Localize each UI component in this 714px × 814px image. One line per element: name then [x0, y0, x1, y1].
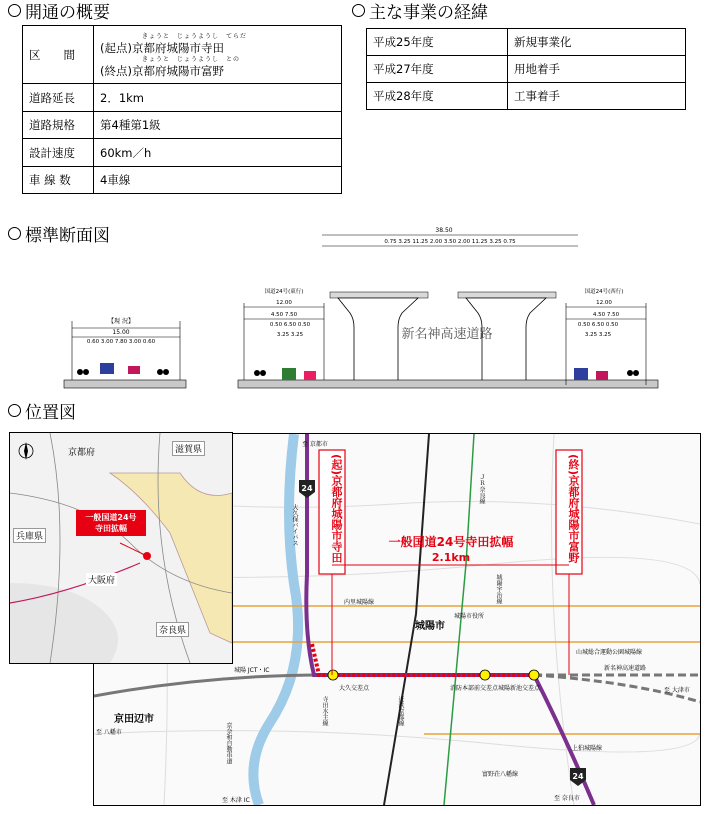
bus-icon — [100, 363, 114, 374]
svg-text:消防本部前交差点: 消防本部前交差点 — [450, 685, 499, 692]
svg-text:国道24号(東行): 国道24号(東行) — [264, 289, 304, 295]
svg-text:0.75 3.25 11.25 2.00 3.50 2.: 0.75 3.25 11.25 2.00 3.50 2.00 11.25 3.25 0.75 — [384, 239, 516, 245]
overview-value-lanes: 4車線 — [94, 167, 342, 194]
car-icon — [596, 371, 608, 380]
overview-value-standard: 第4種第1級 — [94, 112, 342, 139]
svg-text:城陽市役所: 城陽市役所 — [454, 613, 485, 620]
overview-value-speed: 60km／h — [94, 139, 342, 167]
intersection-icon — [529, 670, 539, 680]
start-label: (起)京都府城陽市寺田 — [330, 454, 343, 564]
car-icon — [304, 371, 316, 380]
svg-text:山城総合運動公園城陽線: 山城総合運動公園城陽線 — [576, 649, 643, 656]
joyo-uji-label: 城陽宇治線 — [495, 574, 502, 604]
overview-label-length: 道路延長 — [23, 84, 94, 112]
current-road-section — [64, 317, 186, 388]
inset-map — [9, 432, 233, 664]
viaduct-label: 新名神高速道路 — [401, 327, 493, 342]
svg-text:3.25 3.25: 3.25 3.25 — [584, 332, 612, 338]
overview-label-standard: 道路規格 — [23, 112, 94, 139]
current-dims: 0.60 3.00 7.80 3.00 0.60 — [86, 339, 156, 345]
city-kyotanabe: 京田辺市 — [114, 714, 154, 725]
svg-text:至 大津市: 至 大津市 — [664, 687, 690, 694]
history-year: 平成25年度 — [367, 29, 508, 56]
overview-value-section: きょうと じょうようし てらだ (起点)京都府城陽市寺田 きょうと じょうようし との (終点)京都府城陽市富野 — [94, 26, 342, 84]
prefecture-osaka: 大阪府 — [86, 573, 117, 586]
prefecture-kyoto: 京都府 — [68, 448, 96, 458]
inset-callout: 一般国道24号 寺田拡幅 — [76, 510, 146, 536]
prefecture-hyogo: 兵庫県 — [13, 528, 46, 543]
svg-text:24: 24 — [301, 484, 313, 493]
circle-bullet-icon — [8, 404, 21, 417]
current-width: 15.00 — [112, 329, 130, 336]
inset-map-svg — [10, 433, 232, 663]
overview-label-lanes: 車 線 数 — [23, 167, 94, 194]
overview-label-speed: 設計速度 — [23, 139, 94, 167]
history-table — [366, 28, 686, 110]
svg-text:新名神高速道路: 新名神高速道路 — [604, 665, 647, 672]
svg-text:富野荘八幡線: 富野荘八幡線 — [482, 771, 519, 778]
svg-text:至 奈良市: 至 奈良市 — [554, 795, 580, 802]
svg-text:至 木津 IC: 至 木津 IC — [222, 797, 250, 804]
svg-text:3.25 3.25: 3.25 3.25 — [276, 332, 304, 338]
history-year: 平成28年度 — [367, 83, 508, 110]
terada-suishu-label: 寺田水主線 — [321, 696, 328, 726]
cross-section-heading: 標準断面図 — [8, 226, 110, 246]
okubo-bypass-label: 大久保バイパス — [291, 504, 298, 546]
prefecture-nara: 奈良県 — [156, 622, 189, 637]
svg-text:4.50 7.50: 4.50 7.50 — [592, 312, 620, 318]
svg-text:至 京都市: 至 京都市 — [302, 441, 328, 448]
history-heading: 主な事業の経緯 — [352, 3, 488, 23]
kintetsu-label: 近鉄京都線 — [397, 696, 404, 726]
project-title: 一般国道24号寺田拡幅 — [388, 535, 514, 549]
jr-nara-label: ＪＲ奈良線 — [478, 474, 485, 504]
svg-text:城陽 JCT・IC: 城陽 JCT・IC — [234, 667, 270, 674]
svg-text:0.50 6.50 0.50: 0.50 6.50 0.50 — [269, 322, 311, 328]
svg-text:大久交差点: 大久交差点 — [339, 685, 370, 692]
history-event: 工事着手 — [508, 83, 686, 110]
intersection-icon — [480, 670, 490, 680]
svg-text:4.50 7.50: 4.50 7.50 — [270, 312, 298, 318]
keina-label: 京奈和自動車道 — [225, 722, 232, 764]
city-joyo: 城陽市 — [415, 621, 445, 632]
bus-icon — [574, 368, 588, 380]
overview-table — [22, 25, 342, 194]
project-length: 2.1km — [431, 551, 471, 564]
svg-text:38.50: 38.50 — [435, 227, 453, 234]
svg-text:城陽新池交差点: 城陽新池交差点 — [498, 685, 541, 692]
overview-heading: 開通の概要 — [8, 3, 110, 23]
svg-text:国道24号(西行): 国道24号(西行) — [584, 289, 624, 295]
svg-text:12.00: 12.00 — [596, 300, 612, 306]
bus-icon — [282, 368, 296, 380]
history-event: 用地着手 — [508, 56, 686, 83]
svg-text:至 八幡市: 至 八幡市 — [96, 729, 122, 736]
viaduct-section — [238, 227, 658, 388]
history-event: 新規事業化 — [508, 29, 686, 56]
circle-bullet-icon — [8, 4, 21, 17]
location-heading: 位置図 — [8, 403, 76, 423]
end-label: (終)京都府城陽市富野 — [567, 454, 580, 564]
svg-text:12.00: 12.00 — [276, 300, 292, 306]
svg-text:0.50 6.50 0.50: 0.50 6.50 0.50 — [577, 322, 619, 328]
overview-value-length: 2．1km — [94, 84, 342, 112]
svg-text:24: 24 — [572, 772, 584, 781]
cross-section-diagram — [0, 215, 714, 395]
svg-text:上狛城陽線: 上狛城陽線 — [572, 745, 603, 752]
history-year: 平成27年度 — [367, 56, 508, 83]
overview-label-section: 区 間 — [23, 26, 94, 84]
current-label: 【現 況】 — [108, 318, 134, 325]
prefecture-shiga: 滋賀県 — [172, 441, 205, 456]
intersection-icon — [328, 670, 338, 680]
car-icon — [128, 366, 140, 374]
circle-bullet-icon — [352, 4, 365, 17]
svg-text:内里城陽線: 内里城陽線 — [344, 599, 375, 606]
